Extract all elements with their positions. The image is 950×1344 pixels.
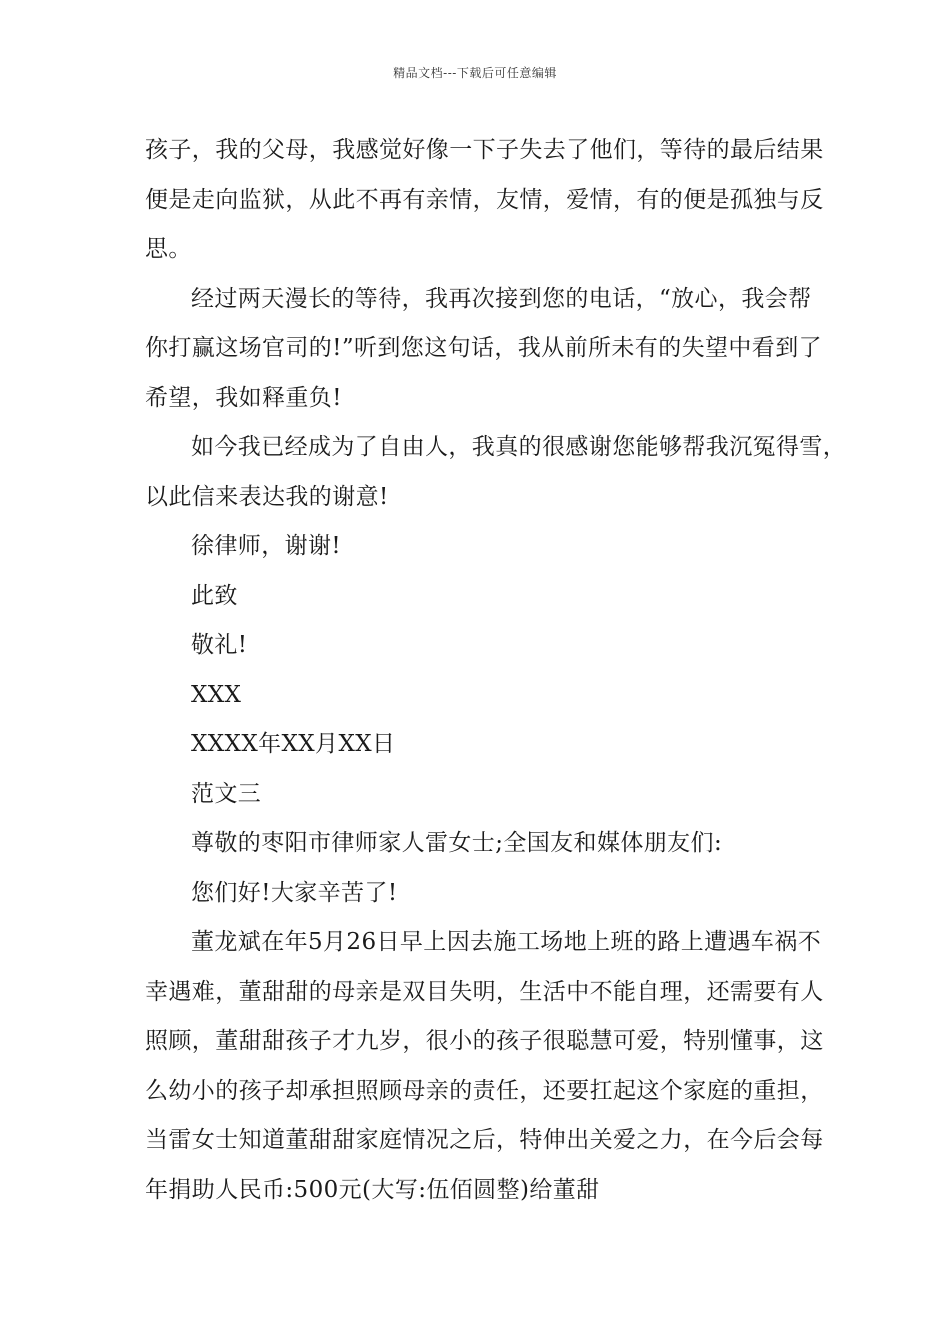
text-line: 此致	[191, 582, 238, 609]
text-line: 您们好!大家辛苦了!	[191, 879, 398, 906]
text-line: 照顾，董甜甜孩子才九岁，很小的孩子很聪慧可爱，特别懂事，这	[145, 1028, 824, 1054]
document-body	[145, 126, 847, 1215]
text-line: 敬礼!	[191, 632, 248, 658]
text-line: 希望，我如释重负!	[145, 384, 342, 411]
text-line: 董龙斌在年5月26日早上因去施工场地上班的路上遭遇车祸不	[191, 929, 822, 955]
text-line: 尊敬的枣阳市律师家人雷女士;全国友和媒体朋友们:	[191, 830, 723, 856]
text-line: 思。	[145, 236, 192, 262]
text-line: 你打赢这场官司的!”听到您这句话，我从前所未有的失望中看到了	[145, 335, 823, 361]
text-line: 便是走向监狱，从此不再有亲情，友情，爱情，有的便是孤独与反	[145, 186, 824, 213]
page-header: 精品文档---下载后可任意编辑	[393, 66, 557, 80]
text-line: XXX	[191, 681, 242, 708]
text-line: 年捐助人民币:500元(大写:伍佰圆整)给董甜	[145, 1176, 600, 1203]
text-line: 幸遇难，董甜甜的母亲是双目失明，生活中不能自理，还需要有人	[145, 978, 824, 1005]
text-line: 孩子，我的父母，我感觉好像一下子失去了他们，等待的最后结果	[145, 137, 824, 163]
text-line: 范文三	[191, 780, 262, 807]
text-line: 经过两天漫长的等待，我再次接到您的电话，“放心，我会帮	[191, 285, 812, 312]
text-line: 么幼小的孩子却承担照顾母亲的责任，还要扛起这个家庭的重担，	[145, 1077, 824, 1104]
text-line: 徐律师，谢谢!	[191, 533, 342, 559]
text-line: XXXX年XX月XX日	[191, 731, 396, 757]
text-line: 当雷女士知道董甜甜家庭情况之后，特伸出关爱之力，在今后会每	[145, 1127, 824, 1153]
text-line: 以此信来表达我的谢意!	[145, 483, 389, 510]
text-line: 如今我已经成为了自由人，我真的很感谢您能够帮我沉冤得雪，	[191, 434, 847, 460]
